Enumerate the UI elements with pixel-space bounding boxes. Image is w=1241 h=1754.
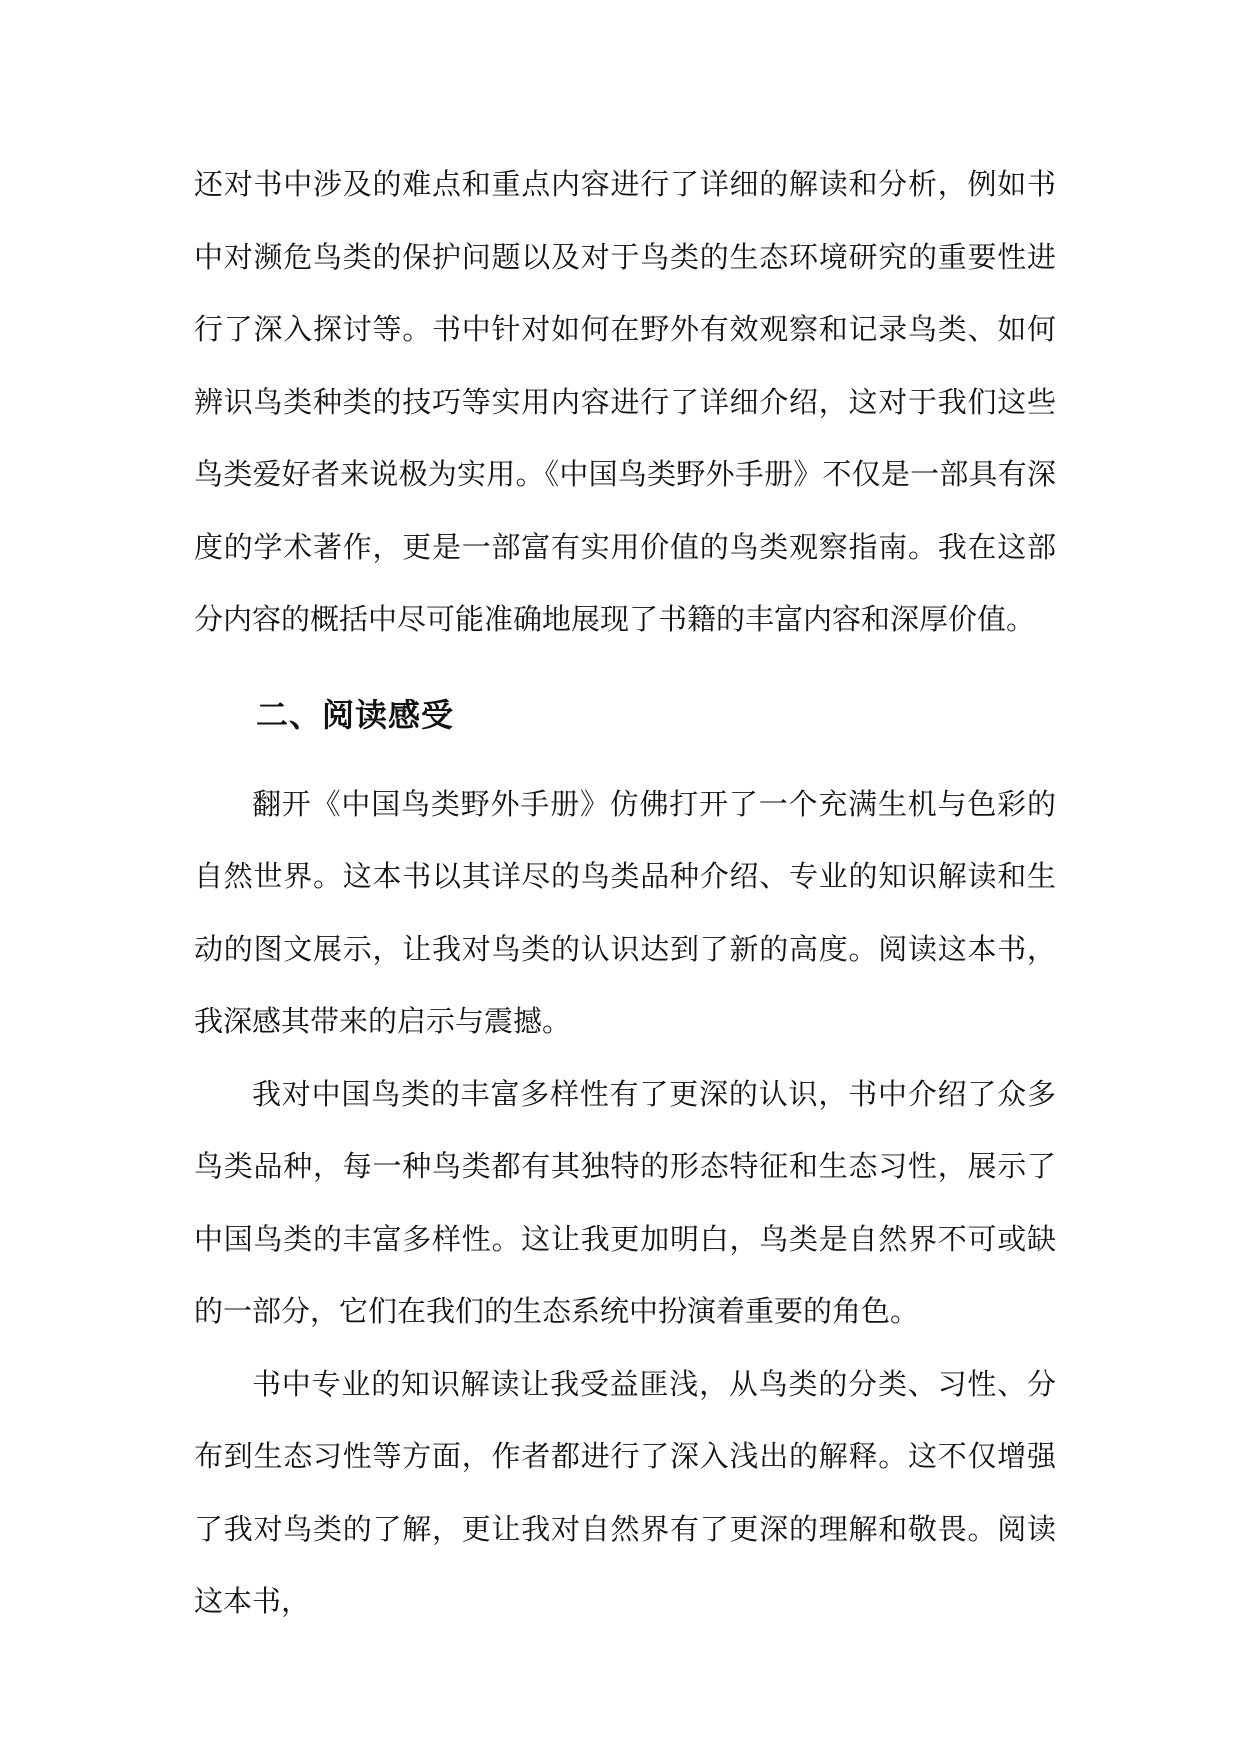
- body-paragraph-3: 书中专业的知识解读让我受益匪浅，从鸟类的分类、习性、分布到生态习性等方面，作者都进行了深入浅出的解释。这不仅增强了我对鸟类的了解，更让我对自然界有了更深的理解和敬畏。阅读这本书，: [194, 1366, 1056, 1618]
- document-page: [194, 148, 1056, 1638]
- continued-paragraph: 还对书中涉及的难点和重点内容进行了详细的解读和分析，例如书中对濒危鸟类的保护问题以及对于鸟类的生态环境研究的重要性进行了深入探讨等。书中针对如何在野外有效观察和记录鸟类、如何辨识鸟类种类的技巧等实用内容进行了详细介绍，这对于我们这些鸟类爱好者来说极为实用。《中国鸟类野外手册》不仅是一部具有深度的学术著作，更是一部富有实用价值的鸟类观察指南。我在这部分内容的概括中尽可能准确地展现了书籍的丰富内容和深厚价值。: [194, 167, 1056, 636]
- body-paragraph-2: 我对中国鸟类的丰富多样性有了更深的认识，书中介绍了众多鸟类品种，每一种鸟类都有其独特的形态特征和生态习性，展示了中国鸟类的丰富多样性。这让我更加明白，鸟类是自然界不可或缺的一部分，它们在我们的生态系统中扮演着重要的角色。: [194, 1076, 1056, 1328]
- section-heading: 二、阅读感受: [256, 695, 455, 734]
- body-paragraph-1: 翻开《中国鸟类野外手册》仿佛打开了一个充满生机与色彩的自然世界。这本书以其详尽的鸟类品种介绍、专业的知识解读和生动的图文展示，让我对鸟类的认识达到了新的高度。阅读这本书，我深感其带来的启示与震撼。: [194, 786, 1056, 1038]
